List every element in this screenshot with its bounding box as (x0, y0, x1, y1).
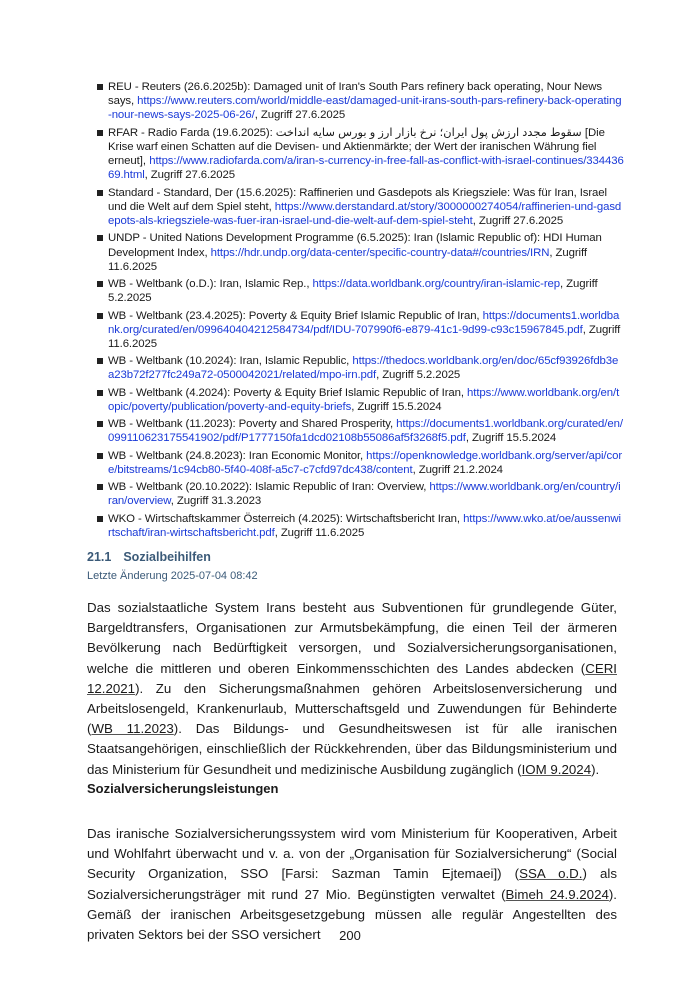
reference-item: WB - Weltbank (4.2024): Poverty & Equity Brief Islamic Republic of Iran, https://www.worldbank.org/en/topic/poverty/publication/poverty-and-equity-briefs, Zugriff 15.5.2024 (96, 386, 624, 414)
reference-item: RFAR - Radio Farda (19.6.2025): سقوط مجدد ارزش پول ایران؛ نرخ بازار ارز و بورس سایه انداخت [Die Krise warf einen Schatten auf die Devisen- und Aktienmärkte; der Wert der iranischen Währung fiel erneut], https://www.radiofarda.com/a/iran-s-currency-in-free-fall-as-conflict-with-israel-continues/33443669.html, Zugriff 27.6.2025 (96, 126, 624, 183)
reference-item: WB - Weltbank (o.D.): Iran, Islamic Rep., https://data.worldbank.org/country/iran-islamic-rep, Zugriff 5.2.2025 (96, 277, 624, 305)
reference-item: WB - Weltbank (10.2024): Iran, Islamic Republic, https://thedocs.worldbank.org/en/doc/65cf93926fdb3ea23b72f277fc249a72-0500042021/related/mpo-irn.pdf, Zugriff 5.2.2025 (96, 354, 624, 382)
citation-link[interactable]: WB 11.2023 (91, 721, 174, 737)
reference-item: WB - Weltbank (20.10.2022): Islamic Republic of Iran: Overview, https://www.worldbank.org/en/country/iran/overview, Zugriff 31.3.2023 (96, 480, 624, 508)
reference-link[interactable]: https://www.worldbank.org/en/country/iran/overview (108, 481, 621, 508)
reference-item: WKO - Wirtschaftskammer Österreich (4.2025): Wirtschaftsbericht Iran, https://www.wko.at/oe/aussenwirtschaft/iran-wirtschaftsbericht.pdf, Zugriff 11.6.2025 (96, 512, 624, 540)
reference-link[interactable]: https://www.derstandard.at/story/3000000274054/raffinerien-und-gasdepots-als-kriegsziele-was-fuer-iran-israel-und-die-welt-auf-dem-spiel-steht (108, 200, 622, 228)
citation-link[interactable]: CERI 12.2021 (87, 660, 617, 696)
section-title: Sozialbeihilfen (123, 550, 211, 564)
citation-link[interactable]: SSA o.D. (519, 866, 583, 882)
reference-item: REU - Reuters (26.6.2025b): Damaged unit of Iran's South Pars refinery back operating, Nour News says, https://www.reuters.com/world/middle-east/damaged-unit-irans-south-pars-refinery-back-operating-nour-news-says-2025-06-26/, Zugriff 27.6.2025 (96, 80, 624, 123)
reference-item: WB - Weltbank (11.2023): Poverty and Shared Prosperity, https://documents1.worldbank.org/curated/en/099110623175541902/pdf/P1777150fa1dcd02108b55086af5f3268f5.pdf, Zugriff 15.5.2024 (96, 417, 624, 445)
reference-item: Standard - Standard, Der (15.6.2025): Raffinerien und Gasdepots als Kriegsziele: Was für Iran, Israel und die Welt auf dem Spiel steht, https://www.derstandard.at/story/3000000274054/raffinerien-und-gasdepots-als-kriegsziele-was-fuer-iran-israel-und-die-welt-auf-dem-spiel-steht, Zugriff 27.6.2025 (96, 186, 624, 229)
reference-link[interactable]: https://documents1.worldbank.org/curated/en/099640404212584734/pdf/IDU-707990f6-e879-41c1-9d99-c93c15967845.pdf (108, 309, 620, 336)
reference-link[interactable]: https://data.worldbank.org/country/iran-islamic-rep (312, 278, 560, 291)
reference-item: WB - Weltbank (23.4.2025): Poverty & Equity Brief Islamic Republic of Iran, https://documents1.worldbank.org/curated/en/099640404212584734/pdf/IDU-707990f6-e879-41c1-9d99-c93c15967845.pdf, Zugriff 11.6.2025 (96, 309, 624, 352)
page-number: 200 (339, 928, 361, 943)
citation-link[interactable]: Bimeh 24.9.2024 (505, 886, 609, 902)
reference-link[interactable]: https://www.worldbank.org/en/topic/poverty/publication/poverty-and-equity-briefs (108, 386, 620, 413)
reference-link[interactable]: https://www.wko.at/oe/aussenwirtschaft/iran-wirtschaftsbericht.pdf (108, 512, 621, 539)
reference-link[interactable]: https://hdr.undp.org/data-center/specific-country-data#/countries/IRN (210, 246, 550, 259)
reference-link[interactable]: https://www.reuters.com/world/middle-east/damaged-unit-irans-south-pars-refinery-back-operating-nour-news-says-2025-06-26/ (108, 95, 622, 122)
reference-item: WB - Weltbank (24.8.2023): Iran Economic Monitor, https://openknowledge.worldbank.org/server/api/core/bitstreams/1c94cb80-5f40-408f-a5c7-c7cfd97dc438/content, Zugriff 21.2.2024 (96, 449, 624, 477)
subheading: Sozialversicherungsleistungen (87, 781, 279, 796)
reference-item: UNDP - United Nations Development Programme (6.5.2025): Iran (Islamic Republic of): HDI Human Development Index, https://hdr.undp.org/data-center/specific-country-data#/countries/IRN, Zugriff 11.6.2025 (96, 231, 624, 274)
last-change-date: Letzte Änderung 2025-07-04 08:42 (87, 570, 258, 582)
section-number: 21.1 (87, 550, 112, 564)
body-paragraph: Das iranische Sozialversicherungssystem wird vom Ministerium für Kooperativen, Arbeit und Wohlfahrt überwacht und v. a. von der „Organisation für Sozialversicherung“ (Social Security Organization, SSO [Farsi: Sazman Tamin Ejtemaei]) (SSA o.D.) als Sozialversicherungsträger mit rund 27 Mio. Begünstigten verwaltet (Bimeh 24.9.2024). Gemäß der iranischen Arbeitsgesetzgebung müssen alle regulär Angestellten des privaten Sektors bei der SSO versichert (87, 826, 617, 943)
reference-link[interactable]: https://www.radiofarda.com/a/iran-s-currency-in-free-fall-as-conflict-with-israel-continues/33443669.html (108, 155, 624, 182)
reference-link[interactable]: https://thedocs.worldbank.org/en/doc/65cf93926fdb3ea23b72f277fc249a72-0500042021/related/mpo-irn.pdf (108, 355, 619, 382)
persian-title: سقوط مجدد ارزش پول ایران؛ نرخ بازار ارز و بورس سایه انداخت (275, 126, 582, 139)
reference-link[interactable]: https://documents1.worldbank.org/curated/en/099110623175541902/pdf/P1777150fa1dcd02108b55086af5f3268f5.pdf (108, 418, 623, 445)
citation-link[interactable]: IOM 9.2024 (521, 761, 592, 777)
body-paragraph: Das sozialstaatliche System Irans besteht aus Subventionen für grundlegende Güter, Bargeldtransfers, Organisationen zur Armutsbekämpfung, die einen Teil der ärmeren Bevölkerung nach Bedürftigkeit versorgen, und Sozialversicherungsorganisationen, welche die mittleren und oberen Einkommensschichten des Landes abdecken (CERI 12.2021). Zu den Sicherungsmaßnahmen gehören Arbeitslosenversicherung und Arbeitslosengeld, Krankenurlaub, Mutterschaftsgeld und Zuwendungen für Behinderte (WB 11.2023). Das Bildungs- und Gesundheitswesen ist für alle iranischen Staatsangehörigen, einschließlich der Rückkehrenden, über das Bildungsministerium und das Ministerium für Gesundheit und medizinische Ausbildung zugänglich (IOM 9.2024). (87, 600, 617, 777)
reference-list (96, 80, 624, 543)
reference-link[interactable]: https://openknowledge.worldbank.org/server/api/core/bitstreams/1c94cb80-5f40-408f-a5c7-c7cfd97dc438/content (108, 449, 623, 476)
section-heading (87, 550, 211, 564)
